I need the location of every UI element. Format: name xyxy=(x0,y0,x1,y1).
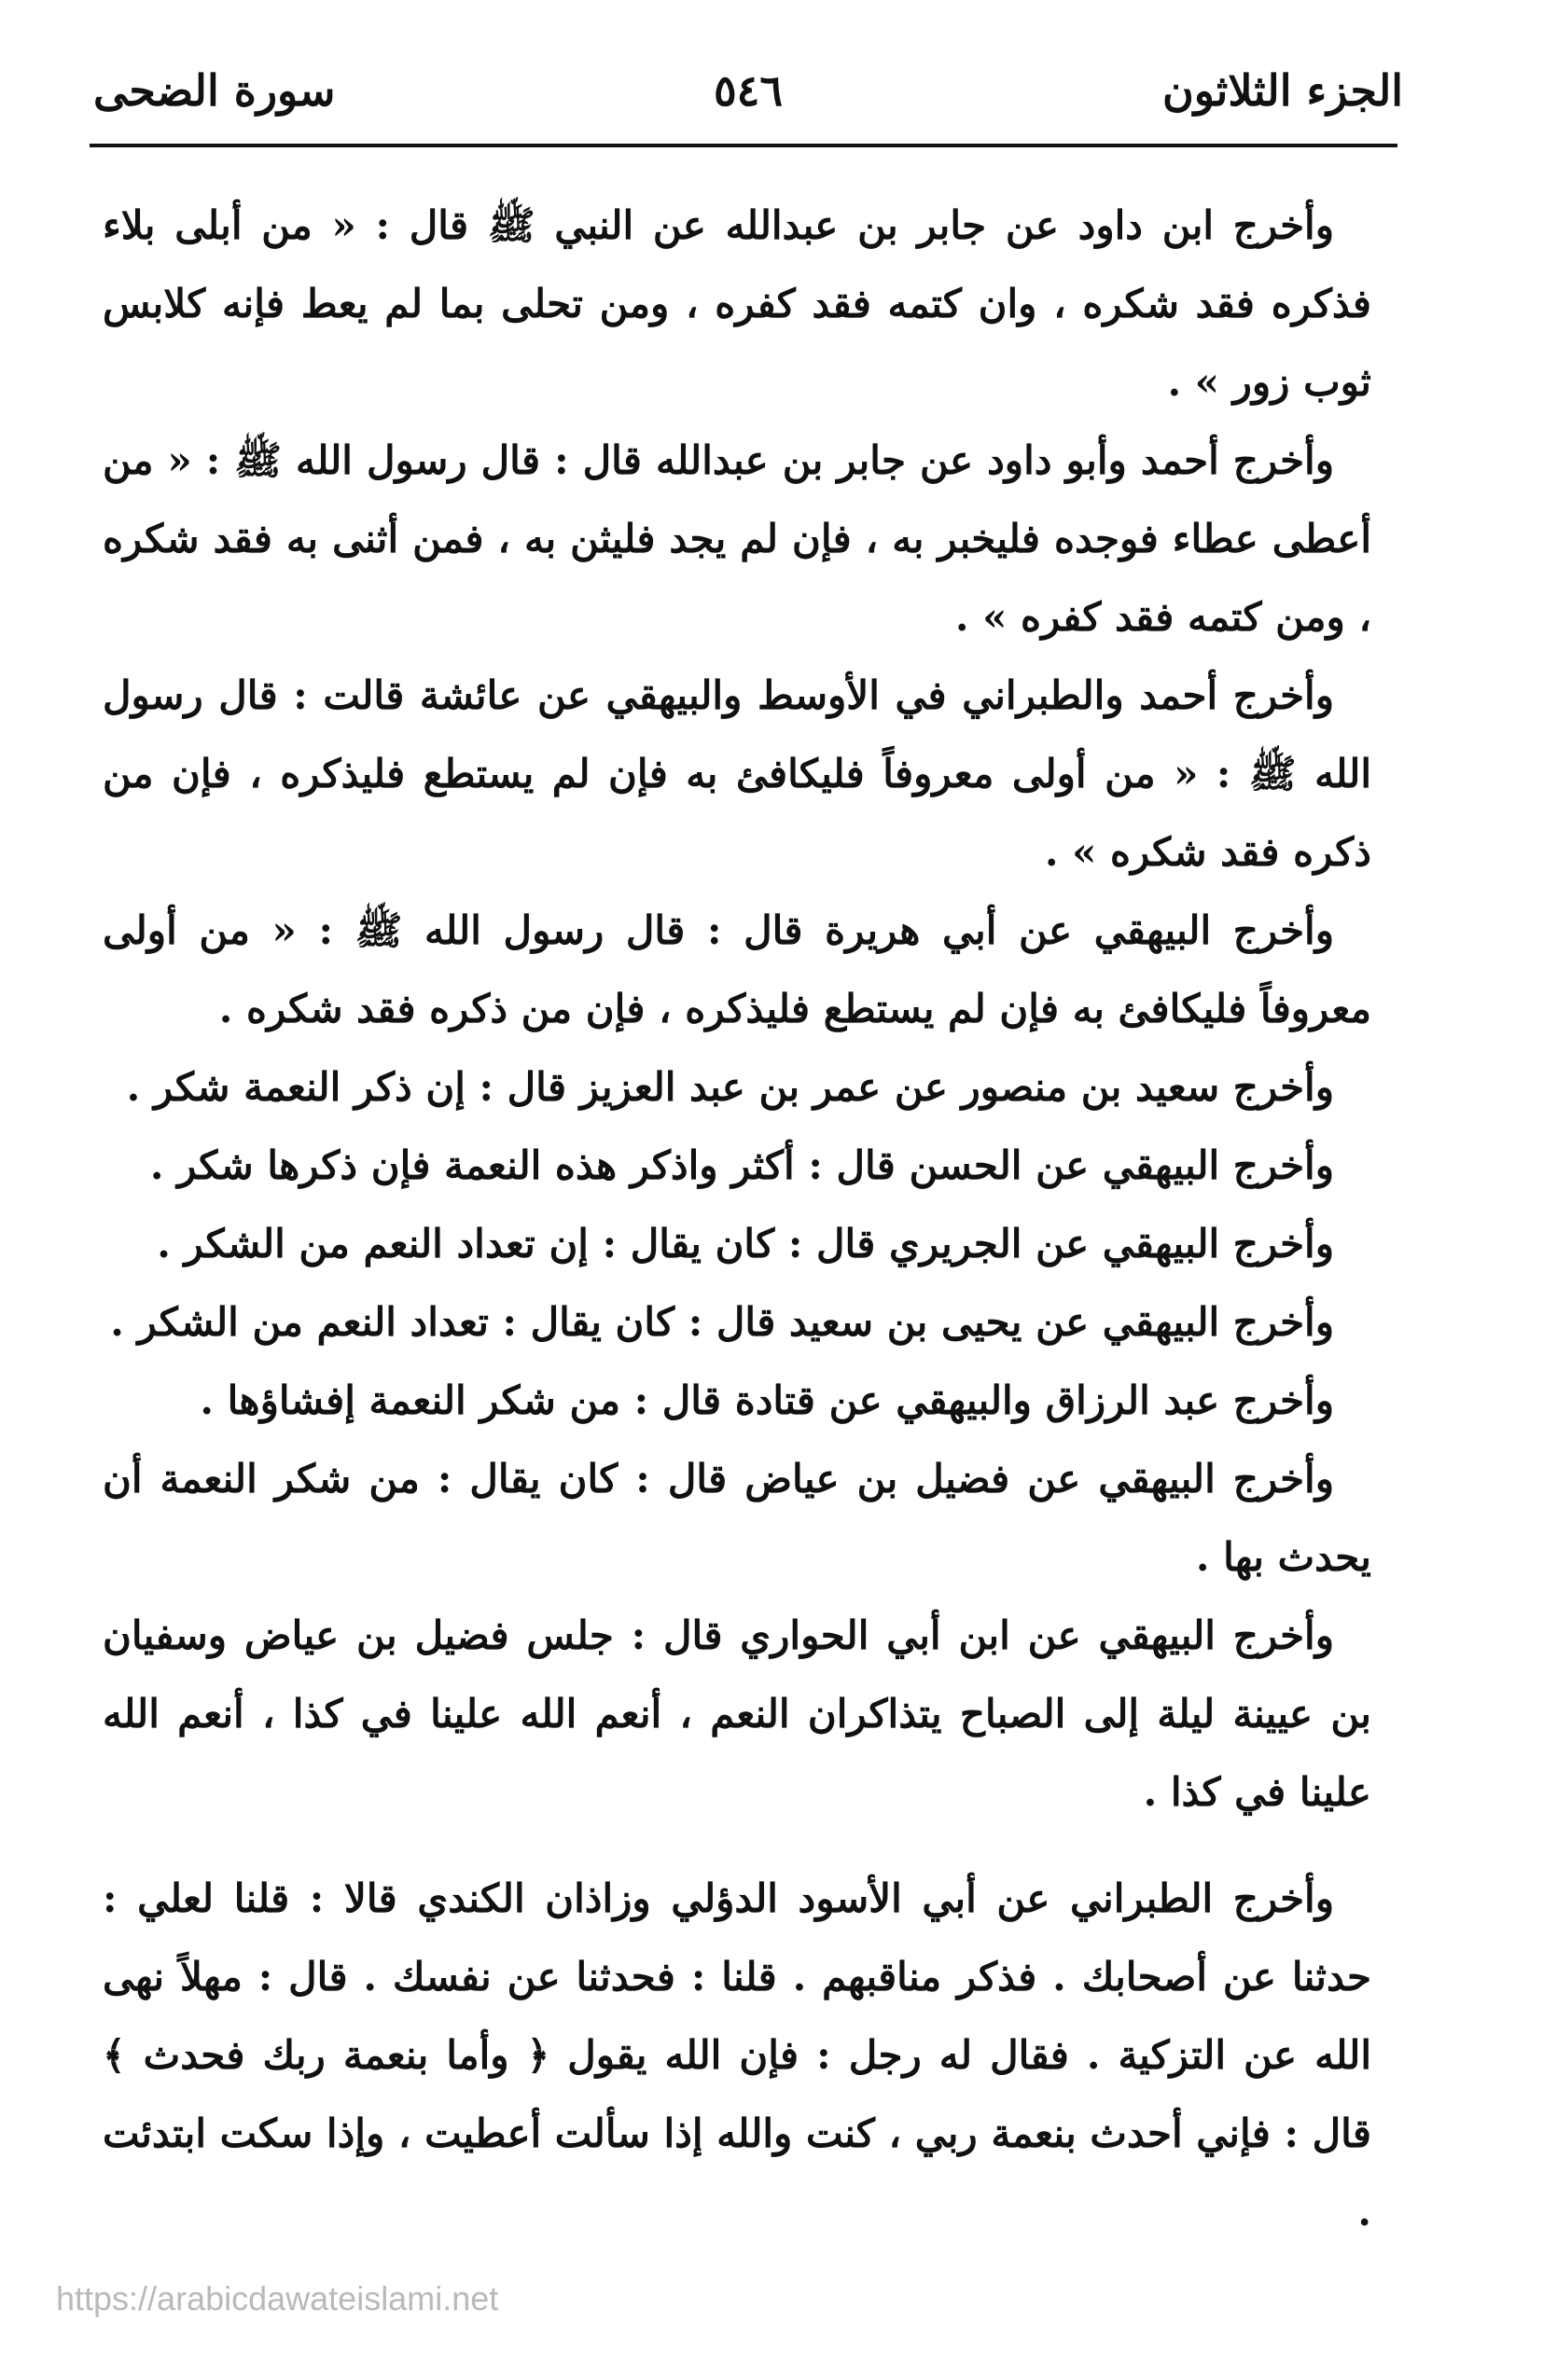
page-body xyxy=(103,187,1371,2251)
header-rule xyxy=(90,144,1397,147)
paragraph: وأخرج سعيد بن منصور عن عمر بن عبد العزيز قال : إن ذكر النعمة شكر . xyxy=(126,1064,1334,1110)
paragraph: وأخرج البيهقي عن يحيى بن سعيد قال : كان يقال : تعداد النعم من الشكر . xyxy=(110,1299,1334,1345)
paragraph: وأخرج الطبراني عن أبي الأسود الدؤلي وزاذان الكندي قالا : قلنا لعلي : حدثنا عن أصحابك . فذكر مناقبهم . قلنا : فحدثنا عن نفسك . قال : مهلاً نهى الله عن التزكية . فقال له رجل : فإن الله يقول ﴿ وأما بنعمة ربك فحدث ﴾ قال : فإني أحدث بنعمة ربي ، كنت والله إذا سألت أعطيت ، وإذا سكت ابتدئت . xyxy=(103,1875,1371,2235)
paragraph: وأخرج البيهقي عن ابن أبي الحواري قال : جلس فضيل بن عياض وسفيان بن عيينة ليلة إلى الصباح يتذاكران النعم ، أنعم الله علينا في كذا ، أنعم الله علينا في كذا . xyxy=(103,1612,1371,1815)
paragraph: وأخرج أحمد والطبراني في الأوسط والبيهقي عن عائشة قالت : قال رسول الله ﷺ : « من أولى معروفاً فليكافئ به فإن لم يستطع فليذكره ، فإن من ذكره فقد شكره » . xyxy=(103,672,1371,875)
page-number: ٥٤٦ xyxy=(713,65,784,116)
paragraph: وأخرج البيهقي عن أبي هريرة قال : قال رسول الله ﷺ : « من أولى معروفاً فليكافئ به فإن لم يستطع فليذكره ، فإن من ذكره فقد شكره . xyxy=(103,907,1371,1031)
page-header xyxy=(93,56,1403,140)
paragraph: وأخرج ابن داود عن جابر بن عبدالله عن النبي ﷺ قال : « من أبلى بلاء فذكره فقد شكره ، وان كتمه فقد كفره ، ومن تحلى بما لم يعط فإنه كلابس ثوب زور » . xyxy=(103,202,1371,405)
watermark-url: https://arabicdawateislami.net xyxy=(56,2279,499,2318)
paragraph: وأخرج أحمد وأبو داود عن جابر بن عبدالله قال : قال رسول الله ﷺ : « من أعطى عطاء فوجده فليخبر به ، فإن لم يجد فليثن به ، فمن أثنى به فقد شكره ، ومن كتمه فقد كفره » . xyxy=(103,437,1371,640)
surah-title: سورة الضحى xyxy=(93,65,336,116)
paragraph: وأخرج عبد الرزاق والبيهقي عن قتادة قال : من شكر النعمة إفشاؤها . xyxy=(200,1377,1334,1423)
volume-title: الجزء الثلاثون xyxy=(1162,65,1403,116)
paragraph: وأخرج البيهقي عن فضيل بن عياض قال : كان يقال : من شكر النعمة أن يحدث بها . xyxy=(103,1456,1371,1580)
paragraph: وأخرج البيهقي عن الجريري قال : كان يقال : إن تعداد النعم من الشكر . xyxy=(157,1221,1334,1266)
paragraph: وأخرج البيهقي عن الحسن قال : أكثر واذكر هذه النعمة فإن ذكرها شكر . xyxy=(149,1142,1334,1188)
